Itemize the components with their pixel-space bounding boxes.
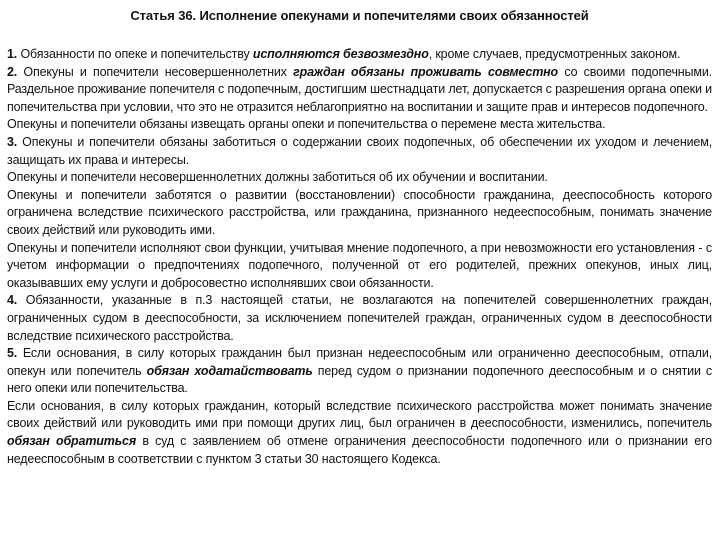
emphasized-text: обязан обратиться bbox=[7, 434, 137, 449]
paragraph-text: Если основания, в силу которых гражданин, который вследствие психического расстройства может понимать значение своих действий или руководить ими при помощи других лиц, был ограничен в дееспособности, изменились, попечитель bbox=[7, 398, 712, 431]
paragraph-text: Опекуны и попечители обязаны извещать органы опеки и попечительства о перемене места жительства. bbox=[7, 117, 606, 132]
item-number: 2. bbox=[7, 64, 18, 79]
paragraph-text: Опекуны и попечители обязаны заботиться о содержании своих подопечных, об обеспечении их уходом и лечением, защищать их права и интересы. bbox=[7, 134, 712, 167]
paragraph-text: Опекуны и попечители несовершеннолетних bbox=[17, 64, 294, 79]
paragraph-text: Опекуны и попечители несовершеннолетних должны заботиться об их обучении и воспитании. bbox=[7, 170, 548, 185]
paragraph-3 bbox=[7, 116, 712, 134]
paragraph-text: со своими подопечными. Раздельное проживание попечителя с подопечным, достигшим шестнадцати лет, допускается с разрешения органа опеки и попечительства при условии, что это не отразится неблагоприятно на воспитании и защите прав и интересов подопечного. bbox=[7, 64, 712, 114]
paragraph-2 bbox=[7, 64, 712, 117]
emphasized-text: обязан ходатайствовать bbox=[146, 363, 313, 378]
paragraph-text: Опекуны и попечители заботятся о развитии (восстановлении) способности гражданина, дееспособность которого ограничена вследствие психического расстройства, или гражданина, признанного недееспособным, понимать значение своих действий или руководить ими. bbox=[7, 187, 712, 237]
item-number: 5. bbox=[7, 346, 18, 361]
paragraph-1 bbox=[7, 46, 712, 64]
paragraph-text: Опекуны и попечители исполняют свои функции, учитывая мнение подопечного, а при невозможности его установления - с учетом информации о предпочтениях подопечного, полученной от его родителей, прежних опекунов, иных лиц, оказывавших ему услуги и добросовестно исполнявших свои обязанности. bbox=[7, 240, 712, 290]
paragraph-4 bbox=[7, 134, 712, 169]
paragraph-text: Обязанности по опеке и попечительству bbox=[17, 47, 253, 61]
paragraph-10 bbox=[7, 398, 712, 468]
paragraph-text: Обязанности, указанные в п.3 настоящей статьи, не возлагаются на попечителей совершеннолетних граждан, ограниченных судом в дееспособности, за исключением попечителей граждан, ограниченных судом в дееспособности вследствие психического расстройства. bbox=[7, 293, 712, 343]
item-number: 3. bbox=[7, 134, 18, 149]
paragraph-7 bbox=[7, 240, 712, 293]
paragraph-text: перед судом о признании подопечного дееспособным и о снятии с него опеки или попечительства. bbox=[7, 363, 713, 396]
paragraph-6 bbox=[7, 187, 712, 240]
paragraph-text: Если основания, в силу которых гражданин был признан недееспособным или ограниченно дееспособным, отпали, опекун или попечитель bbox=[7, 346, 712, 378]
item-number: 1. bbox=[7, 47, 18, 61]
article-body bbox=[7, 46, 712, 468]
paragraph-5 bbox=[7, 169, 712, 187]
paragraph-text: в суд с заявлением об отмене ограничения дееспособности подопечного или о признании его недееспособным в соответствии с пунктом 3 статьи 30 настоящего Кодекса. bbox=[7, 434, 712, 466]
paragraph-8 bbox=[7, 292, 712, 345]
item-number: 4. bbox=[7, 293, 18, 308]
paragraph-text: , кроме случаев, предусмотренных законом. bbox=[428, 47, 681, 61]
emphasized-text: исполняются безвозмездно bbox=[252, 47, 429, 61]
article-title: Статья 36. Исполнение опекунами и попечителями своих обязанностей bbox=[130, 8, 589, 23]
emphasized-text: граждан обязаны проживать совместно bbox=[293, 64, 559, 79]
paragraph-9 bbox=[7, 345, 712, 398]
